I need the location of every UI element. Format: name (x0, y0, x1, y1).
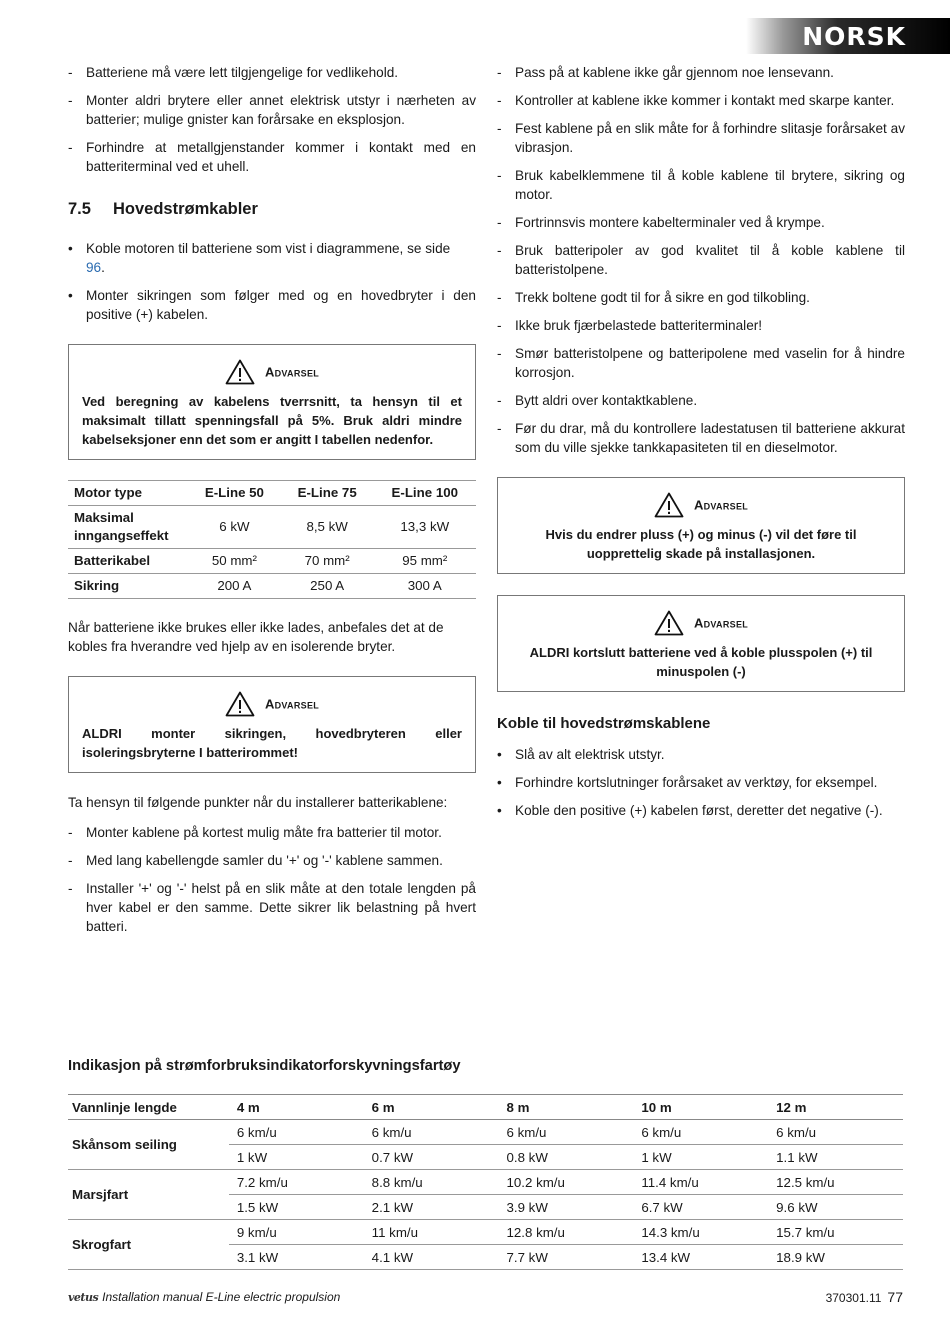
table-row: 1.5 kW 2.1 kW 3.9 kW 6.7 kW 9.6 kW (68, 1195, 903, 1220)
warning-text: ALDRI kortslutt batteriene ved å koble plusspolen (+) til minuspolen (-) (529, 645, 873, 679)
list-item: • Monter sikringen som følger med og en hovedbryter i den positive (+) kabelen. (68, 288, 476, 322)
list-item: - Forhindre at metallgjenstander kommer i kontakt med en batteriterminal ved et uhell. (68, 140, 476, 174)
subsection-heading: Koble til hovedstrømskablene (497, 715, 711, 732)
list-item: - Trekk boltene godt til for å sikre en god tilkobling. (497, 290, 810, 305)
table-row: Skrogfart 9 km/u 11 km/u 12.8 km/u 14.3 km/u 15.7 km/u (68, 1220, 903, 1245)
install-bullet-list (68, 823, 476, 936)
manual-title: Installation manual E-Line electric propulsion (102, 1290, 341, 1304)
list-item: - Fest kablene på en slik måte for å forhindre slitasje forårsaket av vibrasjon. (497, 121, 905, 155)
list-item: - Monter kablene på kortest mulig måte fra batterier til motor. (68, 825, 442, 840)
footer-right (826, 1288, 903, 1308)
warning-box-battery-room (68, 676, 476, 773)
warning-box-short-circuit (497, 595, 905, 692)
cable-bullet-list (68, 239, 476, 324)
section-heading (68, 200, 476, 219)
page-link[interactable]: 96 (86, 260, 102, 275)
page-number: 77 (887, 1289, 903, 1305)
paragraph: Ta hensyn til følgende punkter når du installerer batterikablene: (68, 795, 448, 810)
warning-header: Advarsel (82, 359, 462, 385)
table-row: 3.1 kW 4.1 kW 7.7 kW 13.4 kW 18.9 kW (68, 1245, 903, 1270)
power-indication-table (68, 1094, 903, 1270)
connect-bullet-list (497, 745, 905, 820)
warning-text: Hvis du endrer pluss (+) og minus (-) vil det føre til uopprettelig skade på installasjonen. (545, 527, 857, 561)
right-column (497, 63, 905, 829)
list-item: • Koble den positive (+) kabelen først, deretter det negative (-). (497, 803, 883, 818)
list-item: - Bruk kabelklemmene til å koble kablene til brytere, sikring og motor. (497, 168, 905, 202)
language-tab: NORSK (746, 18, 950, 54)
list-item: • Slå av alt elektrisk utstyr. (497, 747, 665, 762)
cable-spec-table (68, 480, 476, 599)
warning-header: Advarsel (511, 610, 891, 636)
warning-header: Advarsel (511, 492, 891, 518)
table-row: Marsjfart 7.2 km/u 8.8 km/u 10.2 km/u 11.4 km/u 12.5 km/u (68, 1170, 903, 1195)
left-column (68, 63, 476, 945)
table-row: Skånsom seiling 6 km/u 6 km/u 6 km/u 6 km/u 6 km/u (68, 1120, 903, 1145)
table-header-row: Motor type E-Line 50 E-Line 75 E-Line 100 (68, 481, 476, 506)
warning-triangle-icon (654, 492, 684, 518)
page-footer (68, 1288, 903, 1308)
vetus-logo: vetus (68, 1291, 99, 1304)
list-item: - Med lang kabellengde samler du '+' og '-' kablene sammen. (68, 853, 443, 868)
paragraph: Når batteriene ikke brukes eller ikke lades, anbefales det at de kobles fra hverandre ved hjelp av en isolerende bryter. (68, 620, 444, 654)
list-item: - Smør batteristolpene og batteripolene med vaselin for å hindre korrosjon. (497, 346, 905, 380)
table-header-row: Vannlinje lengde 4 m 6 m 8 m 10 m 12 m (68, 1095, 903, 1120)
list-item: • Forhindre kortslutninger forårsaket av verktøy, for eksempel. (497, 775, 878, 790)
list-item: - Kontroller at kablene ikke kommer i kontakt med skarpe kanter. (497, 93, 895, 108)
list-item: - Fortrinnsvis montere kabelterminaler ved å krympe. (497, 215, 825, 230)
intro-bullet-list (68, 63, 476, 176)
list-item: - Bruk batteripoler av god kvalitet til å koble kablene til batteristolpene. (497, 243, 905, 277)
document-number: 370301.11 (825, 1291, 882, 1305)
list-item: - Ikke bruk fjærbelastede batteriterminaler! (497, 318, 763, 333)
warning-text: Ved beregning av kabelens tverrsnitt, ta hensyn til et maksimalt tillatt spenningsfall på 5%. Bruk aldri mindre kabelseksjoner enn det som er angitt I tabellen nedenfor. (82, 394, 462, 447)
warning-header: Advarsel (82, 691, 462, 717)
list-item: - Monter aldri brytere eller annet elektrisk utstyr i nærheten av batterier; mulige gnister kan forårsake en eksplosjon. (68, 93, 476, 127)
list-item: - Installer '+' og '-' helst på en slik måte at den totale lengden på hver kabel er den samme. Dette sikrer lik belastning på hvert batteri. (68, 881, 476, 934)
table-row: Batterikabel 50 mm² 70 mm² 95 mm² (68, 549, 476, 574)
warning-text: ALDRI monter sikringen, hovedbryteren eller isoleringsbryterne I batterirommet! (82, 726, 462, 760)
warning-triangle-icon (225, 359, 255, 385)
section-title: Hovedstrømkabler (113, 200, 258, 218)
list-item: - Bytt aldri over kontaktkablene. (497, 393, 698, 408)
section-number: 7.5 (68, 200, 91, 218)
list-item: - Batteriene må være lett tilgjengelige for vedlikehold. (68, 65, 399, 80)
warning-triangle-icon (225, 691, 255, 717)
list-item: • Koble motoren til batteriene som vist i diagrammene, se side 96. (68, 241, 451, 275)
table-row: Sikring 200 A 250 A 300 A (68, 574, 476, 599)
cable-routing-bullet-list (497, 63, 905, 457)
warning-triangle-icon (654, 610, 684, 636)
list-item: - Pass på at kablene ikke går gjennom noe lensevann. (497, 65, 834, 80)
list-item: - Før du drar, må du kontrollere ladestatusen til batteriene akkurat som du ville sjekke tankkapasiteten til en dieselmotor. (497, 421, 905, 455)
table-row: 1 kW 0.7 kW 0.8 kW 1 kW 1.1 kW (68, 1145, 903, 1170)
warning-box-polarity (497, 477, 905, 574)
indication-table-title: Indikasjon på strømforbruksindikatorforskyvningsfartøy (68, 1058, 461, 1074)
table-row: Maksimal inngangseffekt 6 kW 8,5 kW 13,3 kW (68, 506, 476, 549)
warning-box-cable-section (68, 344, 476, 460)
